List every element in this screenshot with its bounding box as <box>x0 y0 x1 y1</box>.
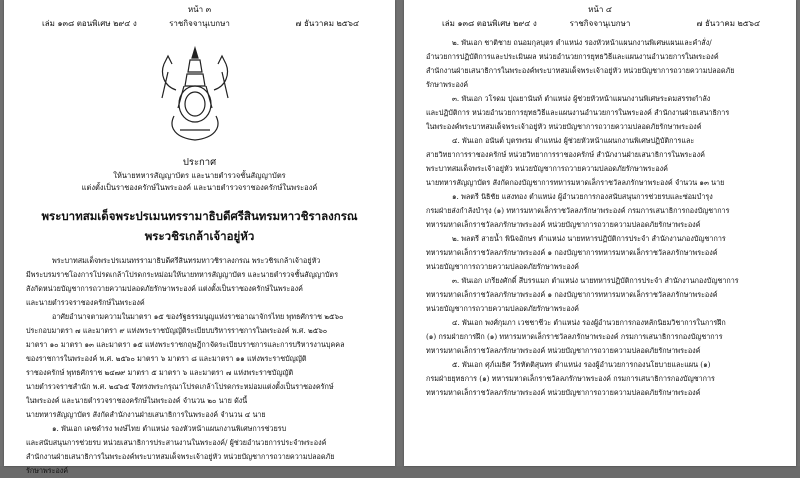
body-line: และปฏิบัติการ หน่วยอำนวยการยุทธวิธีและแผนงานอำนวยการในพระองค์ สำนักงานฝ่ายเสนาธิการ <box>426 108 730 117</box>
body-line: ของราชการในพระองค์ พ.ศ. ๒๕๖๐ มาตรา ๖ มาตรา ๘ และมาตรา ๑๑ แห่งพระราชบัญญัติ <box>26 354 307 363</box>
body-line: และสนับสนุนการช่วยรบ หน่วยเสนาธิการประสานงานในพระองค์/ ผู้ช่วยอำนวยการประจำพระองค์ <box>26 438 327 447</box>
body-line: ๒. พันเอก ชาติชาย ถนอมกุลบุตร ตำแหน่ง รองหัวหน้าแผนกงานพิเศษแผนและคำสั่ง/ <box>452 38 712 47</box>
body-line: สำนักงานฝ่ายเสนาธิการในพระองค์พระบาทสมเด็จพระเจ้าอยู่หัว หน่วยบัญชาการถวายความปลอดภัย <box>26 452 335 461</box>
body-line: ประกอบมาตรา ๗ และมาตรา ๙ แห่งพระราชบัญญัติระเบียบบริหารราชการในพระองค์ พ.ศ. ๒๕๖๐ <box>26 326 328 335</box>
document-body <box>426 36 776 400</box>
page-header <box>4 0 395 40</box>
document-body <box>26 254 375 478</box>
king-title: พระวชิรเกล้าเจ้าอยู่หัว <box>144 229 255 243</box>
publish-date: ๗ ธันวาคม ๒๕๖๔ <box>295 19 359 28</box>
body-line: ราชองครักษ์ พุทธศักราช ๒๔๗๙ มาตรา ๕ มาตรา ๖ และมาตรา ๗ แห่งพระราชบัญญัติ <box>26 368 294 377</box>
announcement-subtitle: แต่งตั้งเป็นราชองครักษ์ในพระองค์ และนายตำรวจราชองครักษ์ในพระองค์ <box>81 183 318 192</box>
body-line: และนายตำรวจราชองครักษ์ในพระองค์ <box>26 298 145 307</box>
announcement-title: ประกาศ <box>182 157 217 168</box>
page-header <box>404 0 796 40</box>
body-line: รักษาพระองค์ <box>426 80 469 89</box>
body-line: ในพระองค์พระบาทสมเด็จพระเจ้าอยู่หัว หน่วยบัญชาการถวายความปลอดภัยรักษาพระองค์ <box>426 122 702 131</box>
body-line: ในพระองค์ และนายตำรวจราชองครักษ์ในพระองค์ จำนวน ๒๐ นาย ดังนี้ <box>26 396 248 405</box>
body-line: มีพระบรมราชโองการโปรดเกล้าโปรดกระหม่อมให้นายทหารสัญญาบัตร และนายตำรวจชั้นสัญญาบัตร <box>26 270 339 279</box>
body-line: หน่วยบัญชาการถวายความปลอดภัยรักษาพระองค์ <box>426 304 579 313</box>
body-line: ทหารมหาดเล็กราชวัลลภรักษาพระองค์ หน่วยบัญชาการถวายความปลอดภัยรักษาพระองค์ <box>426 220 701 229</box>
body-line: สายวิทยาการราชองครักษ์ หน่วยวิทยาการราชองครักษ์ สำนักงานฝ่ายเสนาธิการในพระองค์ <box>426 150 705 159</box>
body-line: อำนวยการปฏิบัติการและประเมินผล หน่วยอำนวยการยุทธวิธีและแผนงานอำนวยการในพระองค์ <box>426 52 719 61</box>
page-number: หน้า ๔ <box>588 5 612 14</box>
body-line: ทหารมหาดเล็กราชวัลลภรักษาพระองค์ หน่วยบัญชาการถวายความปลอดภัยรักษาพระองค์ <box>426 388 701 397</box>
body-line: ทหารมหาดเล็กราชวัลลภรักษาพระองค์ ๑ กองบัญชาการทหารมหาดเล็กราชวัลลภรักษาพระองค์ <box>426 248 718 257</box>
body-line: นายทหารสัญญาบัตร สังกัดกองบัญชาการทหารมหาดเล็กราชวัลลภรักษาพระองค์ จำนวน ๑๓ นาย <box>426 178 725 187</box>
body-line: หน่วยบัญชาการถวายความปลอดภัยรักษาพระองค์ <box>426 262 579 271</box>
page-3 <box>4 0 395 475</box>
body-line: ๔. พันเอก อนันต์ บุตรพรม ตำแหน่ง ผู้ช่วยหัวหน้าแผนกงานพิเศษปฏิบัติการและ <box>452 136 695 145</box>
royal-emblem-icon <box>154 46 236 144</box>
body-line: ๑. พันเอก เดชดำรง พงษ์ไทย ตำแหน่ง รองหัวหน้าแผนกงานพิเศษการช่วยรบ <box>52 424 287 433</box>
body-line: ๓. พันเอก เกรียงศักดิ์ สีบรรแมก ตำแหน่ง นายทหารปฏิบัติการประจำ สำนักงานกองบัญชาการ <box>452 276 739 285</box>
volume-info: เล่ม ๑๓๘ ตอนพิเศษ ๒๙๔ ง <box>42 19 137 28</box>
body-line: ๔. พันเอก พงศ์กุมภา เวชชาชีวะ ตำแหน่ง รองผู้อำนวยการกองหลักนิยมวิชาการในการฝึก <box>452 318 726 327</box>
gazette-name: ราชกิจจานุเบกษา <box>569 19 631 28</box>
body-line: ๑. พลตรี นิธิชัย แสงทอง ตำแหน่ง ผู้อำนวยการกองสนับสนุนการช่วยรบและซ่อมบำรุง <box>452 192 713 201</box>
body-line: พระบาทสมเด็จพระเจ้าอยู่หัว หน่วยบัญชาการถวายความปลอดภัยรักษาพระองค์ <box>426 164 668 173</box>
king-title: พระบาทสมเด็จพระปรเมนทรรามาธิบดีศรีสินทรมหาวชิราลงกรณ <box>41 209 358 223</box>
body-line: กรมฝ่ายยุทธการ (๑) ทหารมหาดเล็กราชวัลลภรักษาพระองค์ กรมการเสนาธิการกองบัญชาการ <box>426 374 715 383</box>
body-line: สำนักงานฝ่ายเสนาธิการในพระองค์พระบาทสมเด็จพระเจ้าอยู่หัว หน่วยบัญชาการถวายความปลอดภัย <box>426 66 735 75</box>
volume-info: เล่ม ๑๓๘ ตอนพิเศษ ๒๙๔ ง <box>442 19 537 28</box>
body-line: ทหารมหาดเล็กราชวัลลภรักษาพระองค์ ๑ กองบัญชาการทหารมหาดเล็กราชวัลลภรักษาพระองค์ <box>426 290 718 299</box>
body-line: (๑) กรมฝ่ายการฝึก (๑) ทหารมหาดเล็กราชวัลลภรักษาพระองค์ กรมการเสนาธิการกองบัญชาการ <box>426 332 723 341</box>
body-line: ทหารมหาดเล็กราชวัลลภรักษาพระองค์ หน่วยบัญชาการถวายความปลอดภัยรักษาพระองค์ <box>426 346 701 355</box>
announcement-subtitle: ให้นายทหารสัญญาบัตร และนายตำรวจชั้นสัญญาบัตร <box>113 171 286 180</box>
page-number: หน้า ๓ <box>187 5 212 14</box>
body-line: ๓. พันเอก วโรดม ปุณยานันท์ ตำแหน่ง ผู้ช่วยหัวหน้าแผนกงานพิเศษระดมสรรพกำลัง <box>452 94 711 103</box>
publish-date: ๗ ธันวาคม ๒๕๖๔ <box>696 19 760 28</box>
body-line: อาศัยอำนาจตามความในมาตรา ๑๕ ของรัฐธรรมนูญแห่งราชอาณาจักรไทย พุทธศักราช ๒๕๖๐ <box>52 312 344 321</box>
body-line: นายทหารสัญญาบัตร สังกัดสำนักงานฝ่ายเสนาธิการในพระองค์ จำนวน ๔ นาย <box>26 410 266 419</box>
body-line: มาตรา ๑๐ มาตรา ๑๓ และมาตรา ๑๕ แห่งพระราชกฤษฎีกาจัดระเบียบราชการและการบริหารงานบุคคล <box>26 340 345 349</box>
body-line: พระบาทสมเด็จพระปรเมนทรรามาธิบดีศรีสินทรมหาวชิราลงกรณ พระวชิรเกล้าเจ้าอยู่หัว <box>52 256 321 265</box>
body-line: กรมฝ่ายส่งกำลังบำรุง (๑) ทหารมหาดเล็กราชวัลลภรักษาพระองค์ กรมการเสนาธิการกองบัญชาการ <box>426 206 730 215</box>
gazette-name: ราชกิจจานุเบกษา <box>169 19 230 28</box>
page-4 <box>404 0 796 466</box>
body-line: ๕. พันเอก ศุภ์เมธิศ วีรทัตติสุนทร ตำแหน่ง รองผู้อำนวยการกองนโยบายและแผน (๑) <box>452 360 711 369</box>
body-line: สังกัดหน่วยบัญชาการถวายความปลอดภัยรักษาพระองค์ แต่งตั้งเป็นราชองครักษ์ในพระองค์ <box>26 284 303 293</box>
body-line: รักษาพระองค์ <box>26 466 69 475</box>
body-line: ๒. พลตรี สายน้ำ พินิจอักษร ตำแหน่ง นายทหารปฏิบัติการประจำ สำนักงานกองบัญชาการ <box>452 234 726 243</box>
body-line: นายตำรวจราชสำนัก พ.ศ. ๒๔๖๕ จึงทรงพระกรุณาโปรดเกล้าโปรดกระหม่อมแต่งตั้งเป็นราชองครักษ์ <box>26 382 334 391</box>
